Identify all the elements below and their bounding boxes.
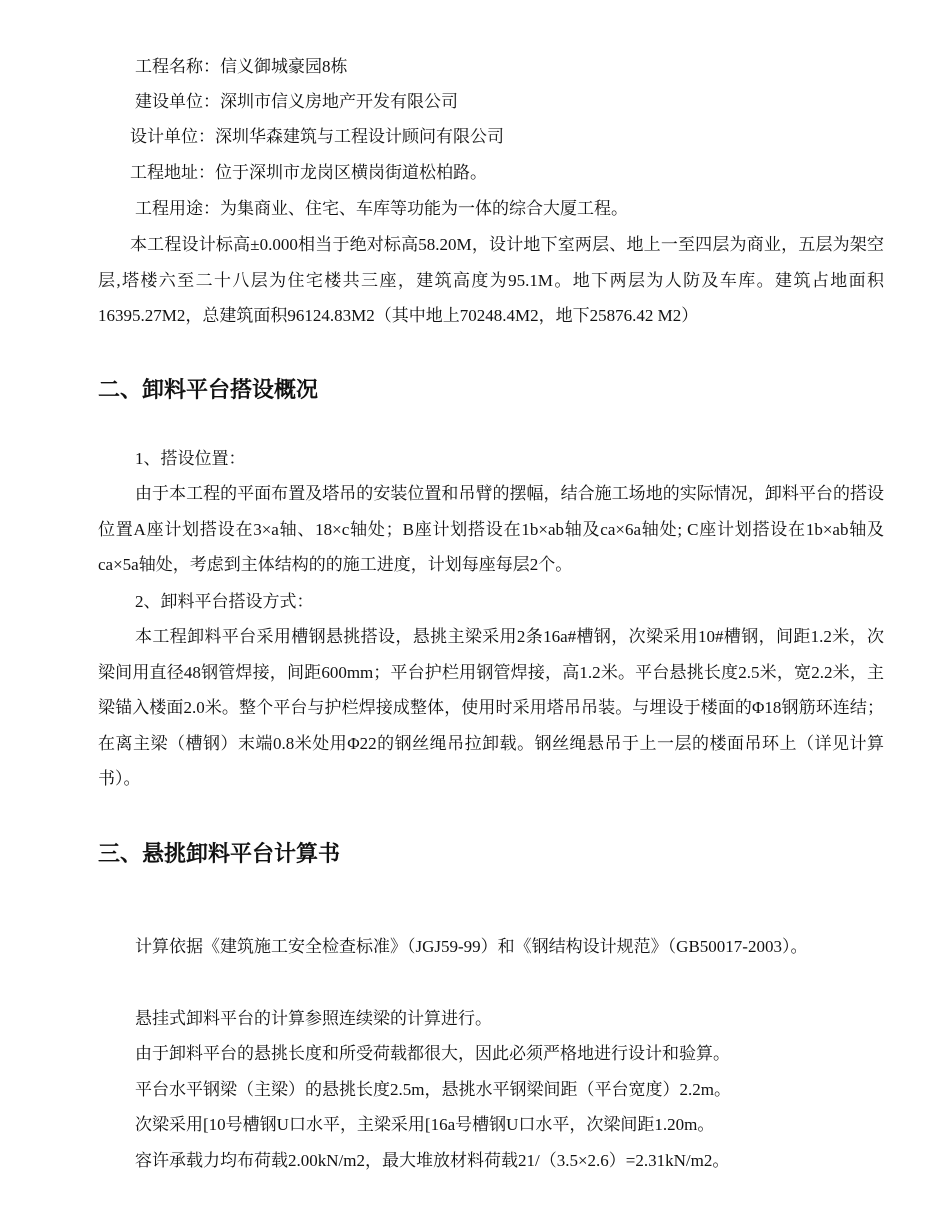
section-3-heading: 三、悬挑卸料平台计算书 (98, 842, 341, 867)
item-1-title: 1、搭设位置： (135, 449, 246, 468)
calc-line-5: 容许承载力均布荷载2.00kN/m2，最大堆放材料荷载21/（3.5×2.6）=2.31kN/m2。 (135, 1151, 730, 1170)
calc-line-2: 由于卸料平台的悬挑长度和所受荷载都很大，因此必须严格地进行设计和验算。 (135, 1044, 730, 1063)
item-2-body: 本工程卸料平台采用槽钢悬挑搭设，悬挑主梁采用2条16a#槽钢，次梁采用10#槽钢，间距1.2米，次梁间用直径48钢管焊接，间距600mm；平台护栏用钢管焊接，高1.2米。平台悬挑长度2.5米，宽2.2米，主梁锚入楼面2.0米。整个平台与护栏焊接成整体，使用时采用塔吊吊装。与埋设于楼面的Φ18钢筋环连结；在离主梁（槽钢）末端0.8米处用Φ22的钢丝绳吊拉卸载。钢丝绳悬吊于上一层的楼面吊环上（详见计算书）。 (98, 627, 884, 788)
usage-line: 工程用途：为集商业、住宅、车库等功能为一体的综合大厦工程。 (135, 199, 628, 218)
calc-line-3: 平台水平钢梁（主梁）的悬挑长度2.5m，悬挑水平钢梁间距（平台宽度）2.2m。 (135, 1080, 731, 1099)
item-2-title: 2、卸料平台搭设方式： (135, 592, 314, 611)
address-line: 工程地址：位于深圳市龙岗区横岗街道松柏路。 (130, 163, 487, 182)
item-1-body: 由于本工程的平面布置及塔吊的安装位置和吊臂的摆幅，结合施工场地的实际情况，卸料平台的搭设位置A座计划搭设在3×a轴、18×c轴处；B座计划搭设在1b×ab轴及ca×6a轴处; C座计划搭设在1b×ab轴及ca×5a轴处，考虑到主体结构的的施工进度，计划每座每层2个。 (98, 484, 884, 574)
project-overview-paragraph: 本工程设计标高±0.000相当于绝对标高58.20M，设计地下室两层、地上一至四层为商业，五层为架空层,塔楼六至二十八层为住宅楼共三座，建筑高度为95.1M。地下两层为人防及车库。建筑占地面积16395.27M2，总建筑面积96124.83M2（其中地上70248.4M2，地下25876.42 M2） (98, 235, 884, 325)
designer-line: 设计单位：深圳华森建筑与工程设计顾问有限公司 (130, 127, 504, 146)
project-name-line: 工程名称：信义御城豪园8栋 (135, 57, 348, 76)
builder-line: 建设单位：深圳市信义房地产开发有限公司 (135, 92, 458, 111)
calculation-basis-paragraph: 计算依据《建筑施工安全检查标准》（JGJ59-99）和《钢结构设计规范》（GB50017-2003）。 (135, 937, 808, 956)
calc-line-4: 次梁采用[10号槽钢U口水平，主梁采用[16a号槽钢U口水平，次梁间距1.20m。 (135, 1115, 715, 1134)
calc-line-1: 悬挂式卸料平台的计算参照连续梁的计算进行。 (135, 1009, 492, 1028)
section-2-heading: 二、卸料平台搭设概况 (98, 378, 319, 403)
